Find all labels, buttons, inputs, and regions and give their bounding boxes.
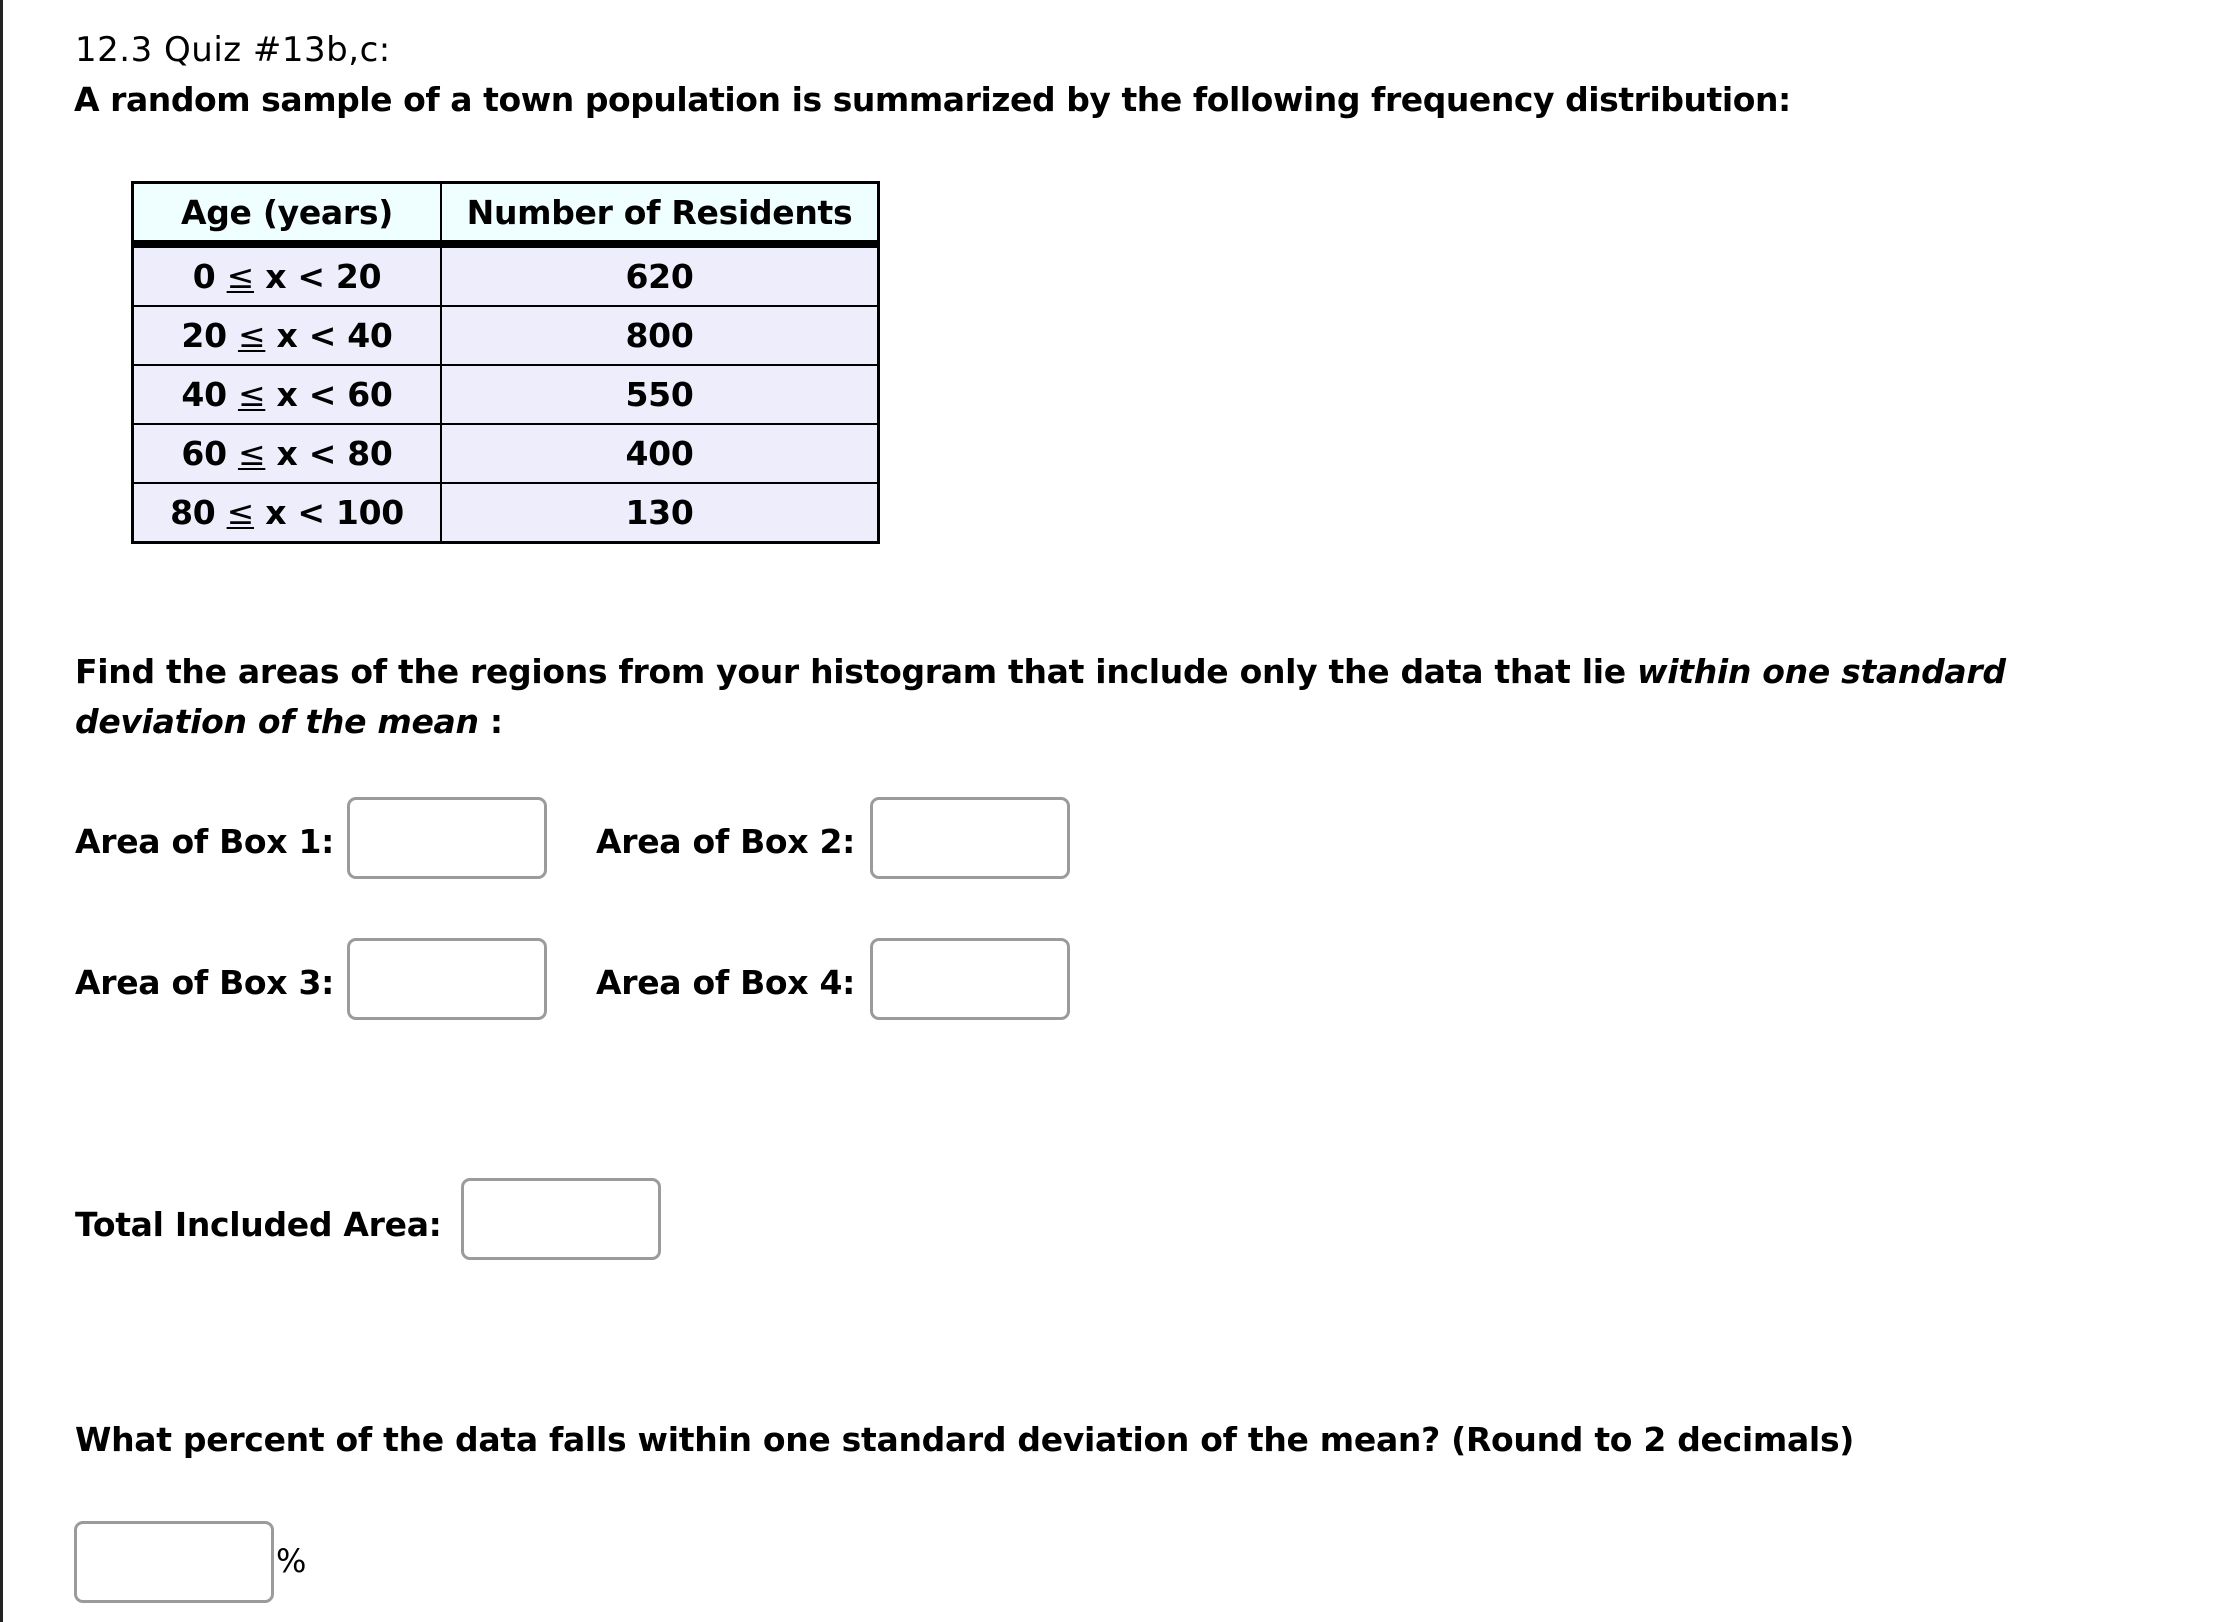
table-row xyxy=(133,483,879,543)
percent-unit-label: % xyxy=(276,1542,307,1580)
age-range-cell xyxy=(133,424,442,483)
total-area-input[interactable] xyxy=(461,1178,661,1260)
box3-label: Area of Box 3: xyxy=(75,963,335,1002)
age-range-cell xyxy=(133,483,442,543)
leq-symbol: ≤ xyxy=(237,316,266,355)
box4-area-input[interactable] xyxy=(870,938,1070,1020)
question1-emphasis-cont: deviation of the mean xyxy=(75,702,479,741)
range-lower: 20 xyxy=(181,316,227,355)
range-upper: x < 100 xyxy=(265,493,404,532)
question1-colon: : xyxy=(478,702,503,741)
question1-line2 xyxy=(75,702,503,741)
resident-count-cell: 550 xyxy=(441,365,879,424)
range-upper: x < 20 xyxy=(265,257,382,296)
table-row xyxy=(133,365,879,424)
resident-count-cell: 620 xyxy=(441,244,879,306)
range-lower: 40 xyxy=(181,375,227,414)
age-range-cell xyxy=(133,365,442,424)
box1-label: Area of Box 1: xyxy=(75,822,335,861)
range-upper: x < 60 xyxy=(276,375,393,414)
box2-label: Area of Box 2: xyxy=(596,822,856,861)
resident-count-cell: 130 xyxy=(441,483,879,543)
leq-symbol: ≤ xyxy=(237,375,266,414)
question1-emphasis: within one standard xyxy=(1637,652,2006,691)
page-left-border xyxy=(0,0,3,1622)
box3-area-input[interactable] xyxy=(347,938,547,1020)
table-row xyxy=(133,244,879,306)
table-row xyxy=(133,306,879,365)
intro-text: A random sample of a town population is summarized by the following frequency distribution: xyxy=(74,80,1791,119)
frequency-table xyxy=(131,181,880,544)
column-header-age: Age (years) xyxy=(133,183,442,245)
column-header-residents: Number of Residents xyxy=(441,183,879,245)
question1-line1 xyxy=(75,652,2006,691)
box4-label: Area of Box 4: xyxy=(596,963,856,1002)
resident-count-cell: 400 xyxy=(441,424,879,483)
percent-input[interactable] xyxy=(74,1521,274,1603)
range-lower: 60 xyxy=(181,434,227,473)
age-range-cell xyxy=(133,306,442,365)
quiz-title: 12.3 Quiz #13b,c: xyxy=(75,30,391,70)
range-lower: 80 xyxy=(170,493,216,532)
total-area-label: Total Included Area: xyxy=(75,1205,442,1244)
question1-text: Find the areas of the regions from your histogram that include only the data that lie xyxy=(75,652,1638,691)
leq-symbol: ≤ xyxy=(237,434,266,473)
box1-area-input[interactable] xyxy=(347,797,547,879)
box2-area-input[interactable] xyxy=(870,797,1070,879)
question2-text: What percent of the data falls within one standard deviation of the mean? (Round to 2 decimals) xyxy=(75,1420,1855,1459)
leq-symbol: ≤ xyxy=(226,493,254,532)
range-upper: x < 80 xyxy=(276,434,393,473)
resident-count-cell: 800 xyxy=(441,306,879,365)
leq-symbol: ≤ xyxy=(226,257,254,296)
range-upper: x < 40 xyxy=(276,316,393,355)
table-row xyxy=(133,424,879,483)
table-header-row xyxy=(133,183,879,245)
age-range-cell xyxy=(133,244,442,306)
range-lower: 0 xyxy=(192,257,216,296)
